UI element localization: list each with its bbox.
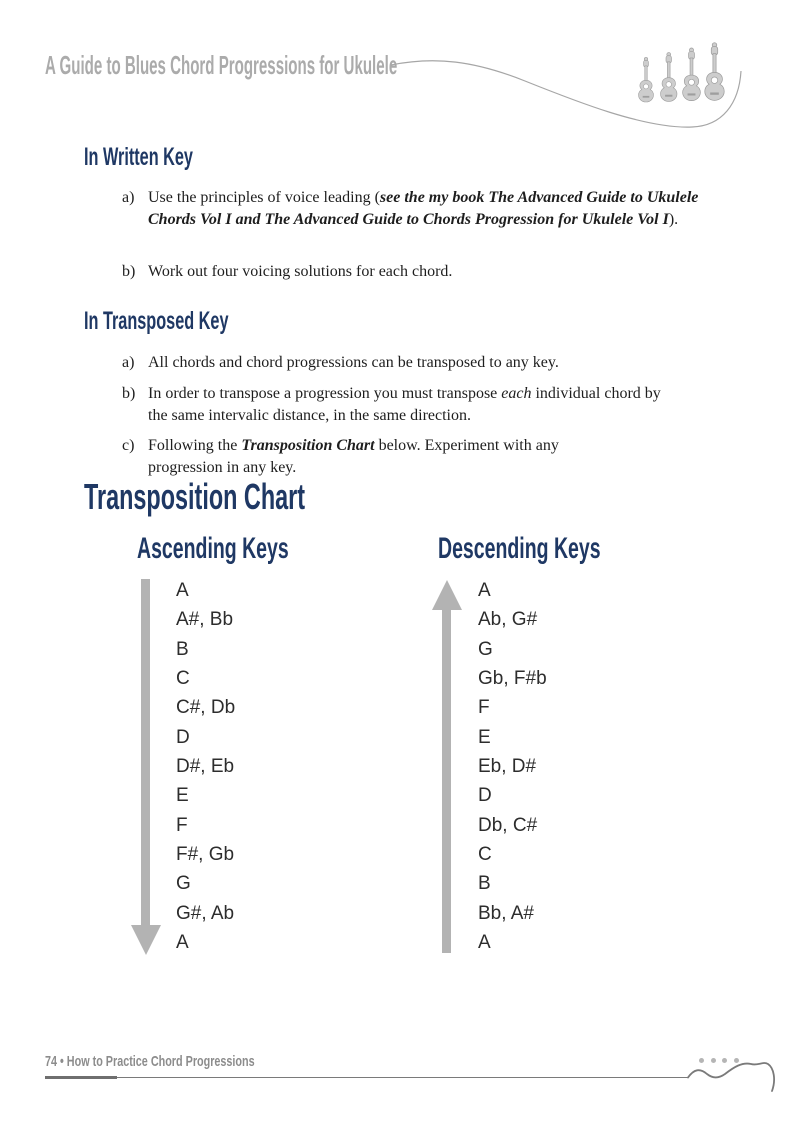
key-list-item: E: [478, 726, 491, 748]
ukulele-icon: [637, 57, 655, 107]
list-item-transposed-c: [122, 435, 592, 478]
key-list-item: G#, Ab: [176, 902, 235, 924]
key-list-item: E: [176, 785, 189, 807]
section-heading-transposed-key: In Transposed Key: [84, 307, 229, 335]
key-list-item: C: [176, 668, 190, 690]
footer-page-label: 74 • How to Practice Chord Progressions: [45, 1053, 255, 1070]
up-arrow-icon: [431, 580, 462, 953]
ukulele-icon: [703, 42, 726, 107]
key-list-item: B: [176, 638, 189, 660]
key-list-item: B: [478, 873, 491, 895]
key-list-item: C: [478, 844, 492, 866]
list-item-text: Following the Transposition Chart below. Experiment with any progression in any key.: [148, 437, 559, 476]
chart-title: Transposition Chart: [84, 476, 306, 517]
page-header-title: A Guide to Blues Chord Progressions for Ukulele: [45, 50, 398, 80]
key-list-item: F#, Gb: [176, 844, 235, 866]
descending-keys-heading: Descending Keys: [438, 532, 601, 565]
footer-rule-thick: [45, 1076, 117, 1079]
key-list-item: G: [176, 873, 191, 895]
key-list-item: C#, Db: [176, 697, 236, 719]
key-list-item: Eb, D#: [478, 756, 537, 778]
key-list-item: A: [176, 580, 189, 601]
list-item-transposed-a: [122, 352, 707, 374]
list-item-written-a: [122, 187, 707, 230]
key-list-item: D: [176, 726, 190, 748]
footer-squiggle-icon: [680, 1050, 794, 1100]
section-heading-written-key: In Written Key: [84, 143, 193, 171]
list-item-marker: a): [122, 189, 135, 206]
key-list-item: D: [478, 785, 492, 807]
list-item-text: Work out four voicing solutions for each chord.: [148, 263, 453, 280]
descending-key-list: [478, 576, 547, 957]
key-list-item: F: [176, 814, 188, 836]
list-item-text: All chords and chord progressions can be transposed to any key.: [148, 354, 559, 371]
ukulele-icon: [659, 52, 679, 107]
list-item-written-b: [122, 261, 707, 283]
key-list-item: Ab, G#: [478, 609, 538, 631]
list-item-marker: b): [122, 385, 136, 402]
key-list-item: Db, C#: [478, 814, 538, 836]
footer-rule: [117, 1077, 688, 1079]
list-item-marker: c): [122, 437, 135, 454]
down-arrow-icon: [130, 579, 161, 955]
list-item-marker: b): [122, 263, 136, 280]
key-list-item: F: [478, 697, 490, 719]
ascending-key-list: [176, 576, 235, 957]
key-list-item: A#, Bb: [176, 609, 234, 631]
key-list-item: A: [176, 932, 189, 954]
key-list-item: Gb, F#b: [478, 668, 547, 690]
ascending-keys-heading: Ascending Keys: [137, 532, 289, 565]
list-item-transposed-b: [122, 383, 662, 426]
list-item-marker: a): [122, 354, 135, 371]
key-list-item: D#, Eb: [176, 756, 235, 778]
list-item-text: In order to transpose a progression you must transpose each individual chord by the same intervalic distance, in the same direction.: [148, 385, 661, 424]
key-list-item: Bb, A#: [478, 902, 534, 924]
ukulele-icon: [681, 47, 702, 107]
list-item-text: Use the principles of voice leading (see the my book The Advanced Guide to Ukulele Chords Vol I and The Advanced Guide to Chords Progression for Ukulele Vol I).: [148, 189, 699, 228]
key-list-item: A: [478, 932, 491, 954]
key-list-item: A: [478, 580, 491, 601]
key-list-item: G: [478, 638, 493, 660]
